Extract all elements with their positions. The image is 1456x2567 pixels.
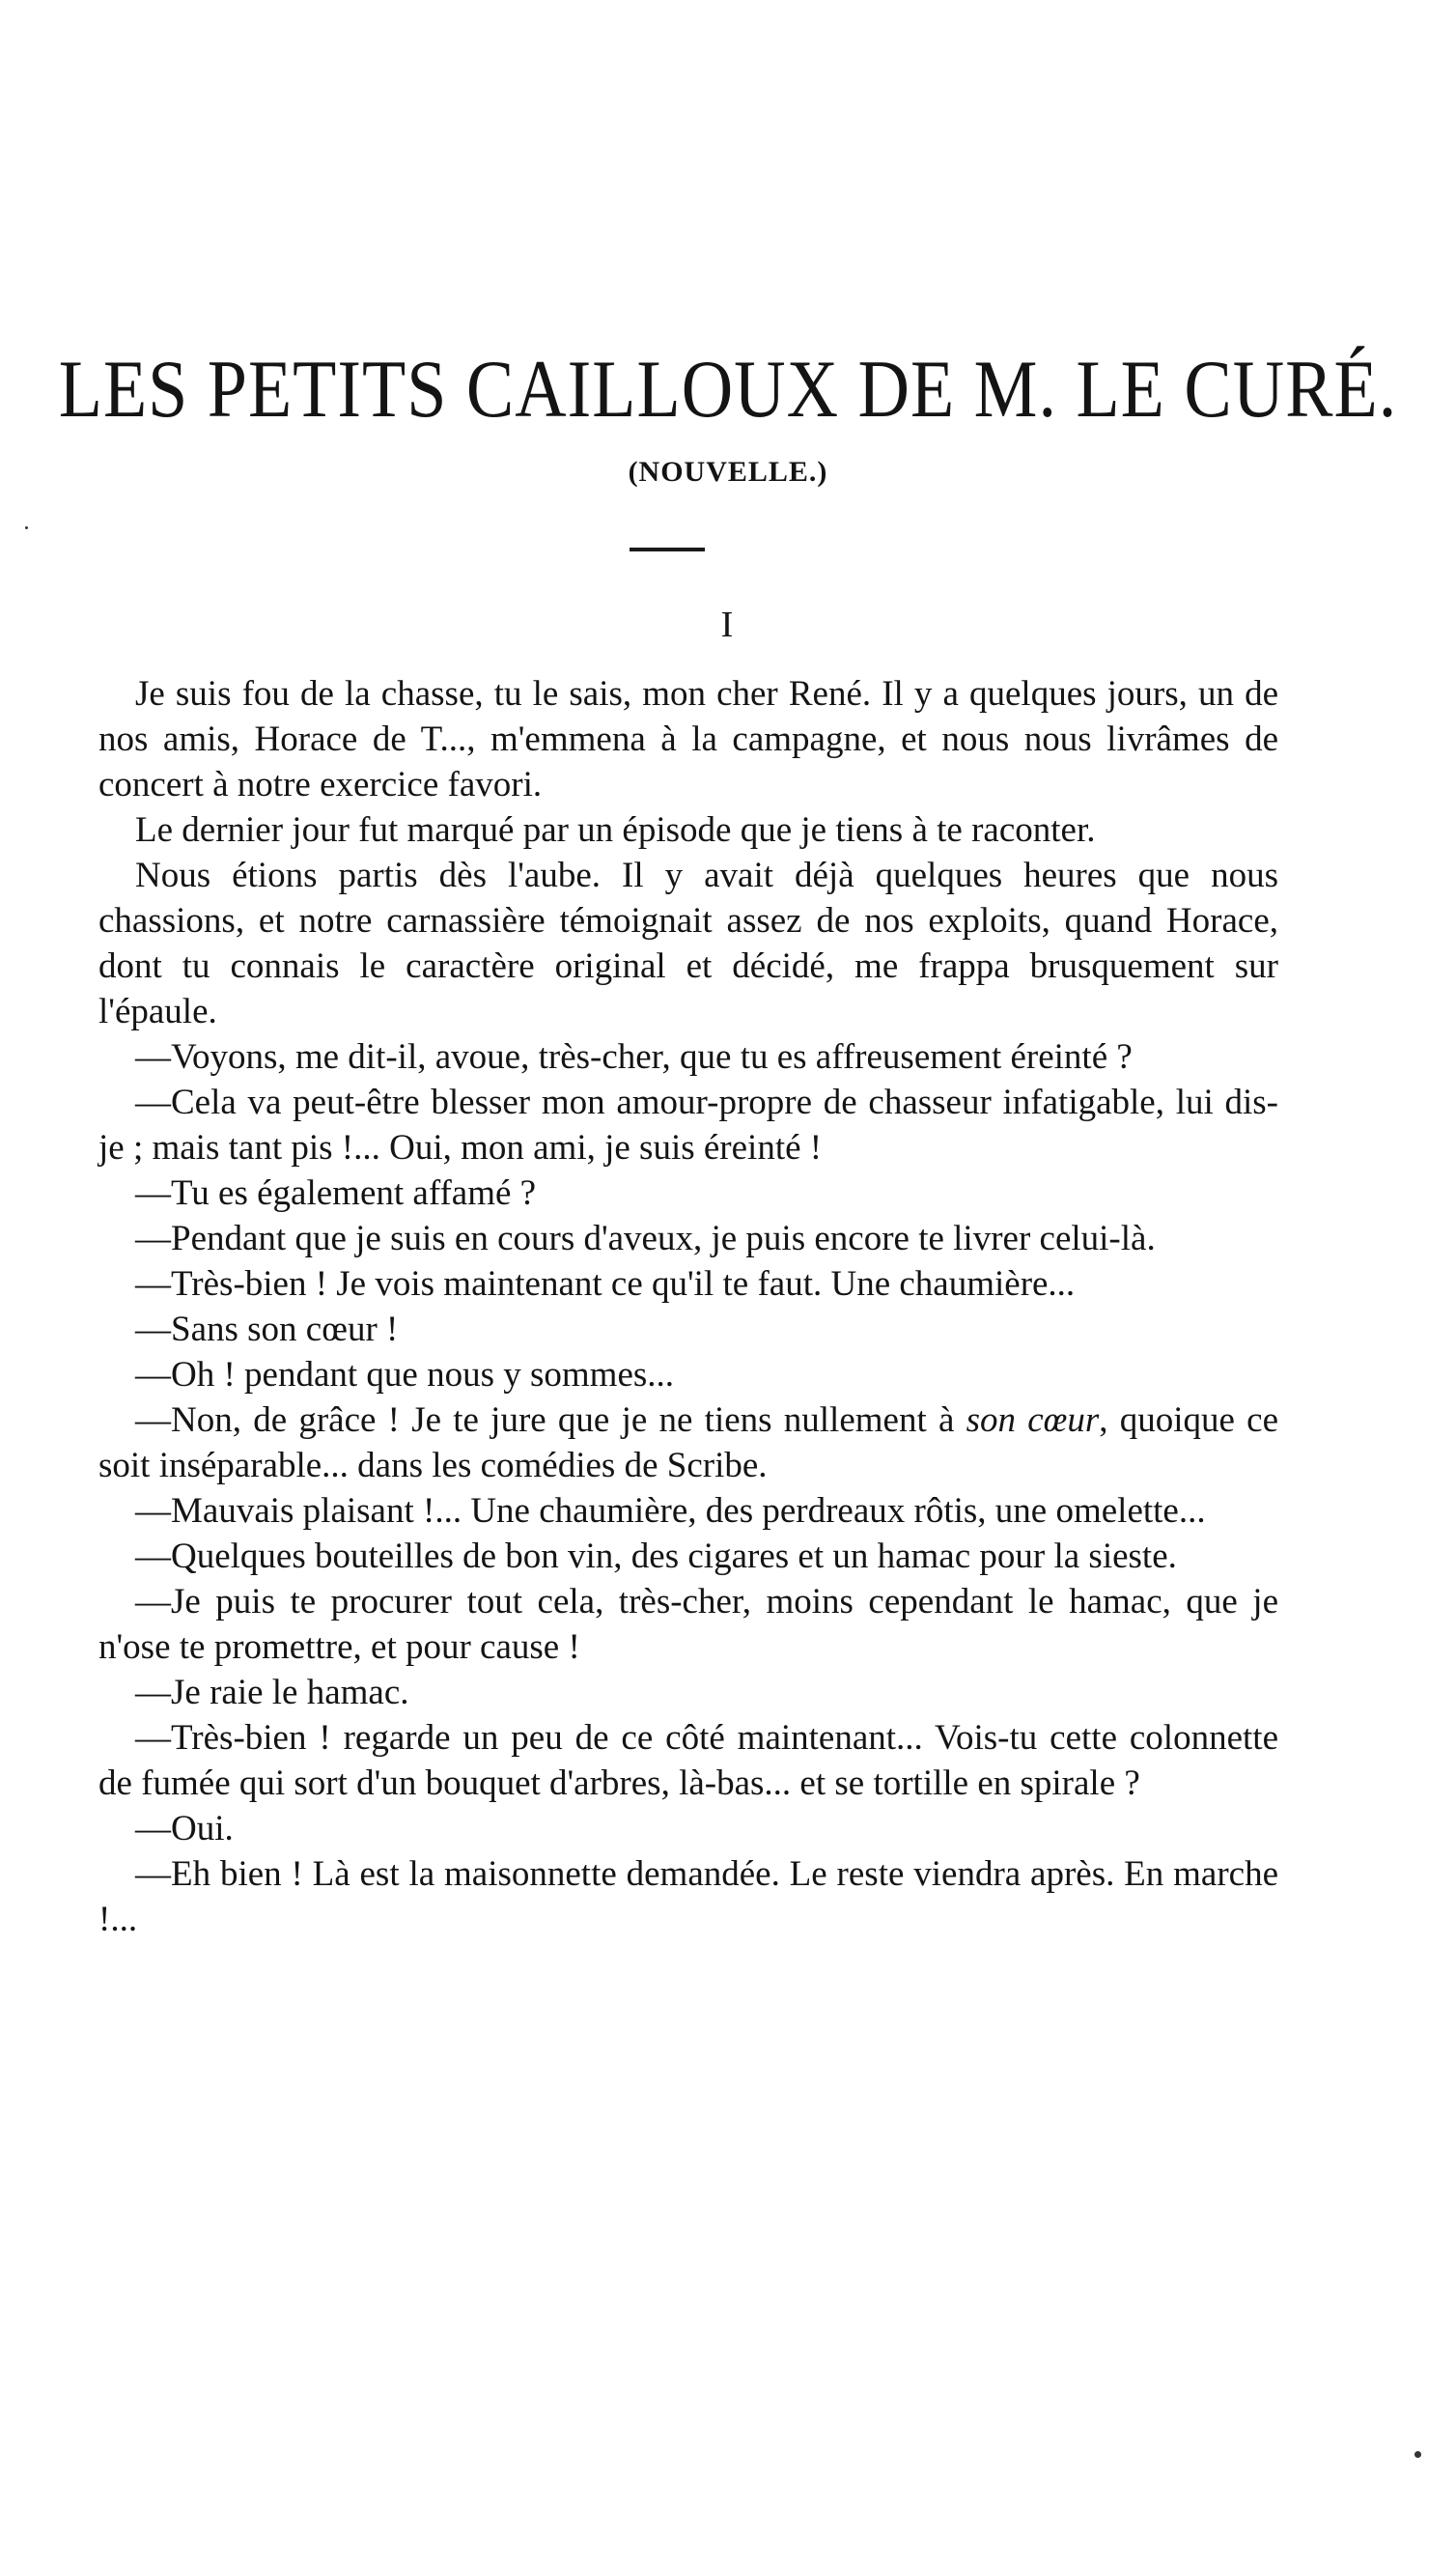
page-title: LES PETITS CAILLOUX DE M. LE CURÉ. (58, 344, 1398, 436)
paragraph: —Sans son cœur ! (135, 1310, 399, 1349)
paragraph-text: , quoique ce soit inséparable... dans les comédies de Scribe. (98, 1400, 1278, 1485)
paragraph: —Eh bien ! Là est la maisonnette demandée. Le reste viendra après. En marche !... (98, 1854, 1278, 1939)
paragraph: —Je puis te procurer tout cela, très-cher, moins cependant le hamac, que je n'ose te promettre, et pour cause ! (98, 1582, 1278, 1667)
paragraph: —Quelques bouteilles de bon vin, des cigares et un hamac pour la sieste. (135, 1537, 1177, 1576)
section-number: I (720, 605, 736, 645)
paragraph: —Mauvais plaisant !... Une chaumière, des perdreaux rôtis, une omelette... (135, 1491, 1206, 1531)
paragraph: Nous étions partis dès l'aube. Il y avait déjà quelques heures que nous chassions, et notre carnassière témoignait assez de nos exploits, quand Horace, dont tu connais le caractère original et décidé, me frappa brusquement sur l'épaule. (98, 856, 1278, 1031)
paragraph: Je suis fou de la chasse, tu le sais, mon cher René. Il y a quelques jours, un de nos amis, Horace de T..., m'emmena à la campagne, et nous nous livrâmes de concert à notre exercice favori. (98, 674, 1278, 804)
paper-speck (1414, 2451, 1421, 2458)
paragraph: —Je raie le hamac. (135, 1673, 409, 1712)
paragraph: —Oh ! pendant que nous y sommes... (135, 1355, 675, 1395)
paragraph: —Très-bien ! regarde un peu de ce côté maintenant... Vois-tu cette colonnette de fumée qui sort d'un bouquet d'arbres, là-bas... et se tortille en spirale ? (98, 1718, 1278, 1803)
italic-text: son cœur (966, 1400, 1100, 1440)
paragraph: —Cela va peut-être blesser mon amour-propre de chasseur infatigable, lui dis-je ; mais tant pis !... Oui, mon ami, je suis éreinté ! (98, 1083, 1278, 1168)
paragraph: Le dernier jour fut marqué par un épisode que je tiens à te raconter. (135, 810, 1096, 850)
paragraph: —Très-bien ! Je vois maintenant ce qu'il te faut. Une chaumière... (135, 1264, 1076, 1304)
body-text (98, 671, 1278, 1942)
paper-speck (25, 526, 28, 529)
paragraph: —Pendant que je suis en cours d'aveux, je puis encore te livrer celui-là. (135, 1219, 1156, 1258)
paragraph (98, 1397, 1278, 1488)
title-divider (630, 548, 705, 551)
paragraph-text: —Non, de grâce ! Je te jure que je ne tiens nullement à (135, 1400, 966, 1440)
page-subtitle: (NOUVELLE.) (628, 456, 828, 488)
paragraph: —Voyons, me dit-il, avoue, très-cher, que tu es affreusement éreinté ? (135, 1037, 1133, 1077)
paragraph: —Tu es également affamé ? (135, 1173, 537, 1213)
paragraph: —Oui. (135, 1809, 234, 1848)
